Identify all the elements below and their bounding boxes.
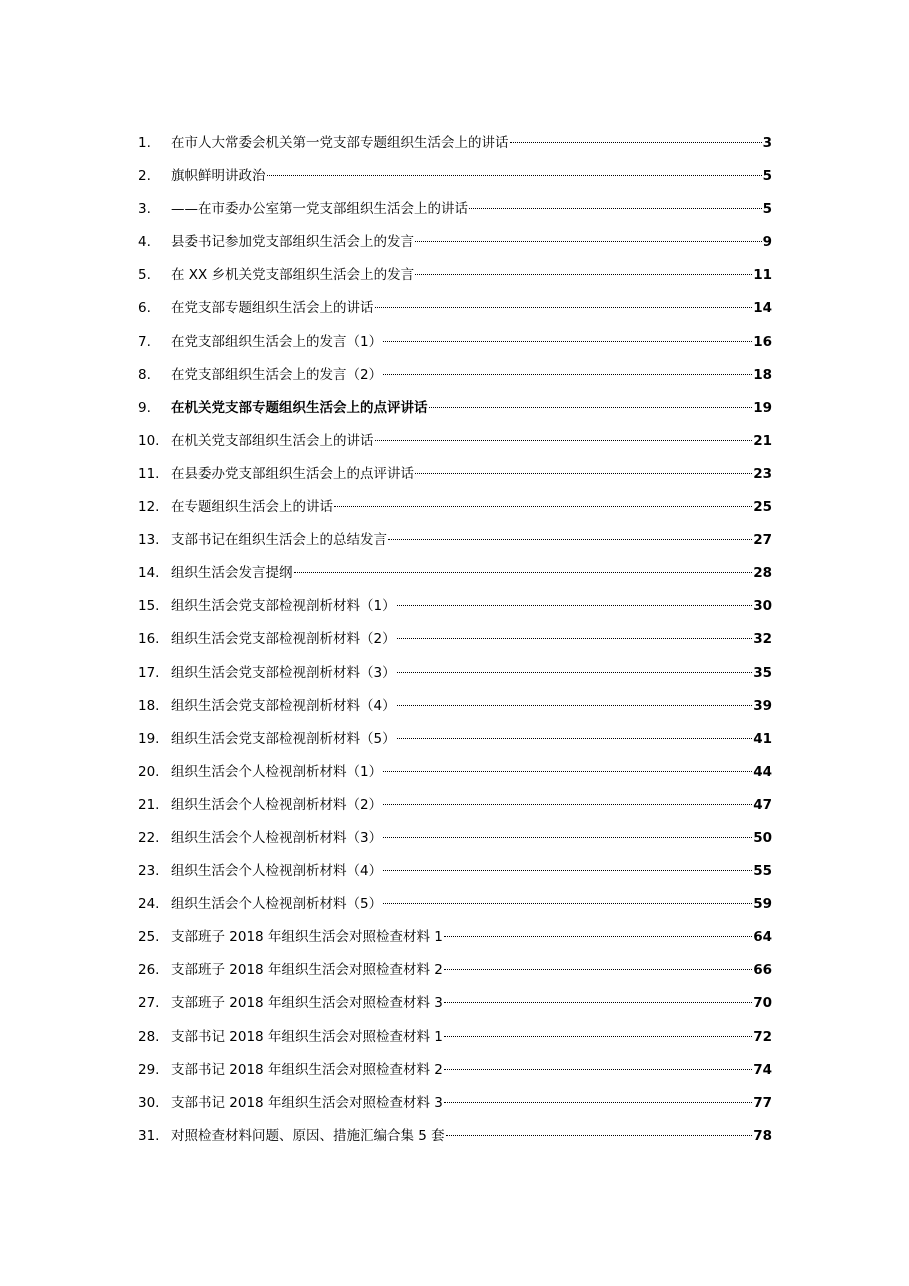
toc-entry-number: 27. xyxy=(138,995,160,1012)
toc-entry[interactable] xyxy=(138,657,772,690)
toc-entry-page-number: 77 xyxy=(753,1094,772,1111)
toc-entry-page-number: 59 xyxy=(753,896,772,913)
toc-entry-page-number: 47 xyxy=(753,796,772,813)
toc-entry-number: 29. xyxy=(138,1061,160,1078)
toc-entry-number: 2. xyxy=(138,168,151,185)
toc-entry[interactable] xyxy=(138,822,772,855)
toc-dot-leader xyxy=(383,373,752,375)
toc-entry-page-number: 19 xyxy=(753,399,772,416)
toc-entry-title: 支部班子 2018 年组织生活会对照检查材料 2 xyxy=(171,962,443,979)
toc-entry-number: 22. xyxy=(138,829,160,846)
toc-entry[interactable] xyxy=(138,557,772,590)
toc-dot-leader xyxy=(383,770,752,772)
toc-entry-title: 支部班子 2018 年组织生活会对照检查材料 3 xyxy=(171,995,443,1012)
toc-dot-leader xyxy=(415,273,752,275)
toc-entry-page-number: 25 xyxy=(753,499,772,516)
toc-entry[interactable] xyxy=(138,326,772,359)
toc-entry[interactable] xyxy=(138,259,772,292)
toc-dot-leader xyxy=(444,968,752,970)
toc-entry[interactable] xyxy=(138,756,772,789)
toc-dot-leader xyxy=(383,836,752,838)
toc-entry[interactable] xyxy=(138,491,772,524)
toc-entry-title: 组织生活会个人检视剖析材料（3） xyxy=(171,829,383,846)
toc-entry-title: 旗帜鲜明讲政治 xyxy=(171,168,266,185)
toc-entry-number: 15. xyxy=(138,598,160,615)
toc-entry-title: 支部书记 2018 年组织生活会对照检查材料 3 xyxy=(171,1094,443,1111)
toc-entry-page-number: 9 xyxy=(762,234,772,251)
toc-dot-leader xyxy=(444,1035,752,1037)
toc-entry[interactable] xyxy=(138,524,772,557)
toc-entry[interactable] xyxy=(138,723,772,756)
toc-entry-title: 组织生活会个人检视剖析材料（5） xyxy=(171,896,383,913)
toc-dot-leader xyxy=(415,472,752,474)
toc-entry-number: 1. xyxy=(138,135,151,151)
toc-dot-leader xyxy=(469,207,762,209)
toc-entry-number: 25. xyxy=(138,929,160,946)
toc-entry[interactable] xyxy=(138,590,772,623)
toc-entry-number: 5. xyxy=(138,267,151,284)
toc-entry[interactable] xyxy=(138,888,772,921)
toc-entry-page-number: 18 xyxy=(753,366,772,383)
toc-entry[interactable] xyxy=(138,921,772,954)
toc-entry-title: 支部班子 2018 年组织生活会对照检查材料 1 xyxy=(171,929,443,946)
toc-dot-leader xyxy=(444,1068,752,1070)
toc-entry-number: 23. xyxy=(138,863,160,880)
toc-dot-leader xyxy=(383,803,752,805)
toc-entry-number: 24. xyxy=(138,896,160,913)
toc-entry-title: 组织生活会发言提纲 xyxy=(171,565,293,582)
toc-entry-title: 组织生活会个人检视剖析材料（2） xyxy=(171,796,383,813)
toc-dot-leader xyxy=(294,571,753,573)
toc-entry-title: 对照检查材料问题、原因、措施汇编合集 5 套 xyxy=(171,1127,445,1144)
toc-entry-number: 18. xyxy=(138,697,160,714)
toc-dot-leader xyxy=(444,935,752,937)
toc-dot-leader xyxy=(383,902,752,904)
toc-entry-number: 8. xyxy=(138,366,151,383)
toc-entry[interactable] xyxy=(138,425,772,458)
toc-entry-number: 12. xyxy=(138,499,160,516)
toc-entry-title: 组织生活会党支部检视剖析材料（3） xyxy=(171,664,396,681)
toc-entry-page-number: 27 xyxy=(753,532,772,549)
toc-dot-leader xyxy=(397,737,753,739)
toc-entry[interactable] xyxy=(138,690,772,723)
toc-dot-leader xyxy=(429,406,753,408)
toc-entry[interactable] xyxy=(138,1054,772,1087)
toc-entry-number: 10. xyxy=(138,432,160,449)
toc-entry-page-number: 11 xyxy=(753,267,772,284)
toc-entry-page-number: 72 xyxy=(753,1028,772,1045)
toc-entry-number: 31. xyxy=(138,1127,160,1144)
toc-entry-number: 28. xyxy=(138,1028,160,1045)
toc-entry[interactable] xyxy=(138,1021,772,1054)
toc-entry-title: 支部书记在组织生活会上的总结发言 xyxy=(171,532,387,549)
toc-dot-leader xyxy=(334,505,752,507)
toc-entry-title: ——在市委办公室第一党支部组织生活会上的讲话 xyxy=(171,201,468,218)
toc-entry-title: 组织生活会党支部检视剖析材料（1） xyxy=(171,598,396,615)
toc-entry-number: 26. xyxy=(138,962,160,979)
toc-entry-page-number: 50 xyxy=(753,829,772,846)
toc-entry-page-number: 14 xyxy=(753,300,772,317)
toc-dot-leader xyxy=(267,174,762,176)
toc-entry-number: 19. xyxy=(138,730,160,747)
toc-entry[interactable] xyxy=(138,359,772,392)
toc-dot-leader xyxy=(444,1101,752,1103)
toc-dot-leader xyxy=(383,340,752,342)
toc-entry-page-number: 28 xyxy=(753,565,772,582)
toc-entry[interactable] xyxy=(138,623,772,656)
toc-dot-leader xyxy=(397,704,753,706)
toc-entry-title: 组织生活会个人检视剖析材料（4） xyxy=(171,863,383,880)
toc-entry[interactable] xyxy=(138,987,772,1020)
toc-entry-title: 在机关党支部专题组织生活会上的点评讲话 xyxy=(171,399,428,416)
toc-entry[interactable] xyxy=(138,855,772,888)
toc-entry-page-number: 64 xyxy=(753,929,772,946)
toc-entry-number: 16. xyxy=(138,631,160,648)
toc-entry-number: 14. xyxy=(138,565,160,582)
toc-entry-number: 6. xyxy=(138,300,151,317)
table-of-contents xyxy=(138,127,772,1153)
toc-dot-leader xyxy=(383,869,752,871)
toc-entry-number: 4. xyxy=(138,234,151,251)
toc-entry-title: 在党支部专题组织生活会上的讲话 xyxy=(171,300,374,317)
toc-entry-page-number: 35 xyxy=(753,664,772,681)
toc-entry[interactable] xyxy=(138,292,772,325)
toc-entry-title: 组织生活会个人检视剖析材料（1） xyxy=(171,763,383,780)
toc-dot-leader xyxy=(388,538,752,540)
toc-entry-page-number: 23 xyxy=(753,465,772,482)
toc-entry-title: 在 XX 乡机关党支部组织生活会上的发言 xyxy=(171,267,415,284)
toc-entry-page-number: 41 xyxy=(753,730,772,747)
toc-entry-title: 在市人大常委会机关第一党支部专题组织生活会上的讲话 xyxy=(171,135,509,151)
toc-entry-title: 县委书记参加党支部组织生活会上的发言 xyxy=(171,234,414,251)
toc-entry[interactable] xyxy=(138,193,772,226)
toc-dot-leader xyxy=(375,439,753,441)
toc-dot-leader xyxy=(510,141,762,143)
toc-entry[interactable] xyxy=(138,954,772,987)
toc-entry-page-number: 78 xyxy=(753,1127,772,1144)
toc-entry-page-number: 55 xyxy=(753,863,772,880)
toc-entry-title: 在党支部组织生活会上的发言（1） xyxy=(171,333,383,350)
toc-entry-number: 7. xyxy=(138,333,151,350)
toc-entry-number: 21. xyxy=(138,796,160,813)
toc-entry-number: 20. xyxy=(138,763,160,780)
toc-entry-page-number: 66 xyxy=(753,962,772,979)
toc-dot-leader xyxy=(397,604,753,606)
toc-entry-page-number: 30 xyxy=(753,598,772,615)
toc-entry-number: 11. xyxy=(138,465,160,482)
toc-entry-page-number: 44 xyxy=(753,763,772,780)
toc-entry-page-number: 5 xyxy=(762,168,772,185)
toc-entry[interactable] xyxy=(138,226,772,259)
toc-entry-page-number: 5 xyxy=(762,201,772,218)
toc-entry-number: 30. xyxy=(138,1094,160,1111)
toc-entry[interactable] xyxy=(138,789,772,822)
toc-entry-page-number: 3 xyxy=(762,135,772,151)
toc-entry-title: 在党支部组织生活会上的发言（2） xyxy=(171,366,383,383)
toc-entry-page-number: 21 xyxy=(753,432,772,449)
toc-entry[interactable] xyxy=(138,1120,772,1153)
toc-entry-title: 组织生活会党支部检视剖析材料（2） xyxy=(171,631,396,648)
toc-dot-leader xyxy=(415,240,762,242)
toc-entry[interactable] xyxy=(138,392,772,425)
toc-entry[interactable] xyxy=(138,127,772,160)
toc-entry-title: 组织生活会党支部检视剖析材料（5） xyxy=(171,730,396,747)
toc-entry-number: 9. xyxy=(138,399,151,416)
toc-dot-leader xyxy=(444,1001,752,1003)
toc-entry-page-number: 74 xyxy=(753,1061,772,1078)
toc-entry-title: 在专题组织生活会上的讲话 xyxy=(171,499,333,516)
toc-entry-page-number: 70 xyxy=(753,995,772,1012)
toc-entry-title: 在县委办党支部组织生活会上的点评讲话 xyxy=(171,465,414,482)
toc-entry[interactable] xyxy=(138,1087,772,1120)
toc-dot-leader xyxy=(397,637,753,639)
toc-entry-title: 在机关党支部组织生活会上的讲话 xyxy=(171,432,374,449)
toc-dot-leader xyxy=(397,671,753,673)
toc-entry[interactable] xyxy=(138,458,772,491)
toc-entry-page-number: 16 xyxy=(753,333,772,350)
toc-entry-number: 3. xyxy=(138,201,151,218)
toc-entry[interactable] xyxy=(138,160,772,193)
toc-entry-title: 支部书记 2018 年组织生活会对照检查材料 2 xyxy=(171,1061,443,1078)
toc-dot-leader xyxy=(446,1134,753,1136)
toc-dot-leader xyxy=(375,306,753,308)
toc-entry-page-number: 32 xyxy=(753,631,772,648)
toc-entry-number: 17. xyxy=(138,664,160,681)
toc-entry-title: 组织生活会党支部检视剖析材料（4） xyxy=(171,697,396,714)
toc-entry-number: 13. xyxy=(138,532,160,549)
toc-entry-page-number: 39 xyxy=(753,697,772,714)
toc-entry-title: 支部书记 2018 年组织生活会对照检查材料 1 xyxy=(171,1028,443,1045)
